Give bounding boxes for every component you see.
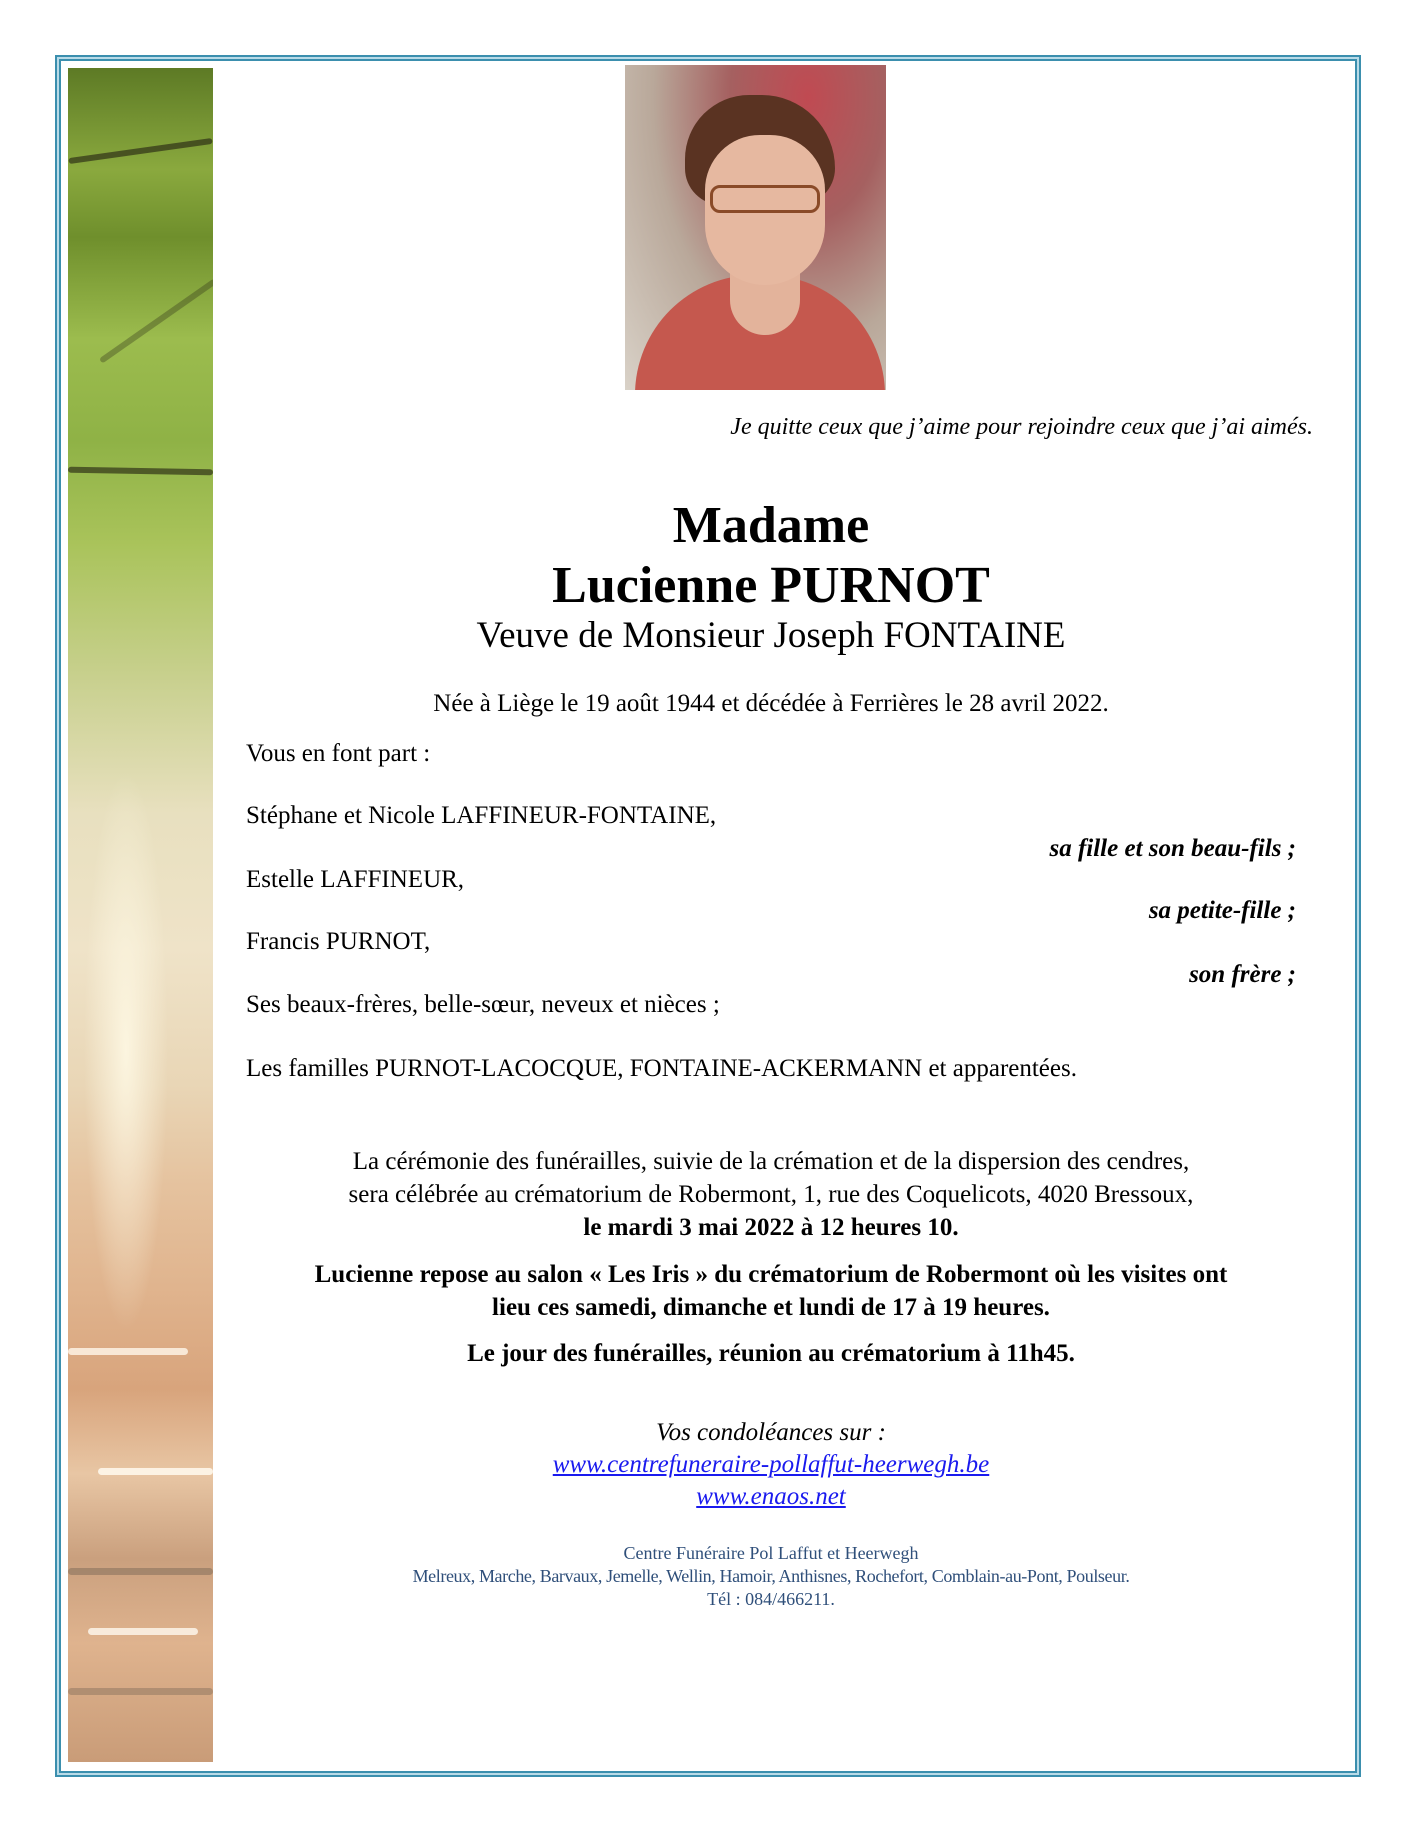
condolences-link-enaos[interactable]: www.enaos.net	[696, 1483, 846, 1510]
light-streak	[98, 1468, 213, 1475]
visitation-line-1: Lucienne repose au salon « Les Iris » du crématorium de Robermont où les visites ont	[314, 1261, 1228, 1288]
honorific: Madame	[672, 497, 870, 554]
light-streak	[68, 1348, 188, 1355]
epitaph-quote: Je quitte ceux que j’aime pour rejoindre ceux que j’ai aimés.	[730, 414, 1313, 440]
shadow-streak	[68, 1688, 213, 1695]
condolences-link-row	[246, 1483, 1296, 1511]
condolences-label: Vos condoléances sur :	[656, 1419, 886, 1446]
condolences-link-funeral-center[interactable]: www.centrefuneraire-pollaffut-heerwegh.be	[552, 1451, 990, 1478]
extended-family: Ses beaux-frères, belle-sœur, neveux et nièces ;	[246, 991, 720, 1018]
family-member-name: Estelle LAFFINEUR,	[246, 866, 465, 893]
meeting-time: Le jour des funérailles, réunion au crématorium à 11h45.	[467, 1340, 1075, 1367]
footer-phone: Tél : 084/466211.	[707, 1589, 835, 1609]
branch-shape	[68, 467, 213, 476]
light-streak	[88, 1628, 198, 1635]
widow-of: Veuve de Monsieur Joseph FONTAINE	[476, 615, 1066, 656]
announcement-intro: Vous en font part :	[246, 740, 431, 767]
glasses-shape	[710, 185, 820, 213]
family-member-name: Stéphane et Nicole LAFFINEUR-FONTAINE,	[246, 802, 717, 829]
branch-shape	[99, 278, 213, 363]
family-member-name: Francis PURNOT,	[246, 928, 431, 955]
family-relation	[1049, 835, 1296, 863]
shadow-streak	[68, 1568, 213, 1575]
ceremony-date: le mardi 3 mai 2022 à 12 heures 10.	[583, 1214, 959, 1241]
condolences-link-row	[246, 1451, 1296, 1479]
relation-label: sa petite-fille	[1148, 897, 1282, 924]
forest-path-image	[68, 68, 213, 1762]
deceased-name: Lucienne PURNOT	[552, 557, 990, 614]
footer-locations: Melreux, Marche, Barvaux, Jemelle, Wellin, Hamoir, Anthisnes, Rochefort, Comblain-au-Pont, Poulseur.	[412, 1566, 1130, 1586]
relation-separator: ;	[1281, 961, 1296, 988]
family-relation	[1189, 961, 1296, 989]
relation-separator: ;	[1281, 835, 1296, 862]
relation-label: son frère	[1189, 961, 1282, 988]
branch-shape	[68, 138, 212, 164]
ceremony-line-1: La cérémonie des funérailles, suivie de la crémation et de la dispersion des cendres,	[352, 1148, 1190, 1175]
family-relation	[1149, 897, 1296, 925]
related-families: Les familles PURNOT-LACOCQUE, FONTAINE-ACKERMANN et apparentées.	[246, 1055, 1077, 1082]
birth-death-dates: Née à Liège le 19 août 1944 et décédée à Ferrières le 28 avril 2022.	[433, 690, 1109, 717]
visitation-line-2: lieu ces samedi, dimanche et lundi de 17 à 19 heures.	[492, 1294, 1050, 1321]
footer-company: Centre Funéraire Pol Laffut et Heerwegh	[623, 1543, 919, 1563]
relation-label: sa fille et son beau-fils	[1049, 835, 1282, 862]
portrait-photo	[625, 65, 886, 390]
relation-separator: ;	[1281, 897, 1296, 924]
ceremony-line-2: sera célébrée au crématorium de Robermont, 1, rue des Coquelicots, 4020 Bressoux,	[348, 1181, 1194, 1208]
